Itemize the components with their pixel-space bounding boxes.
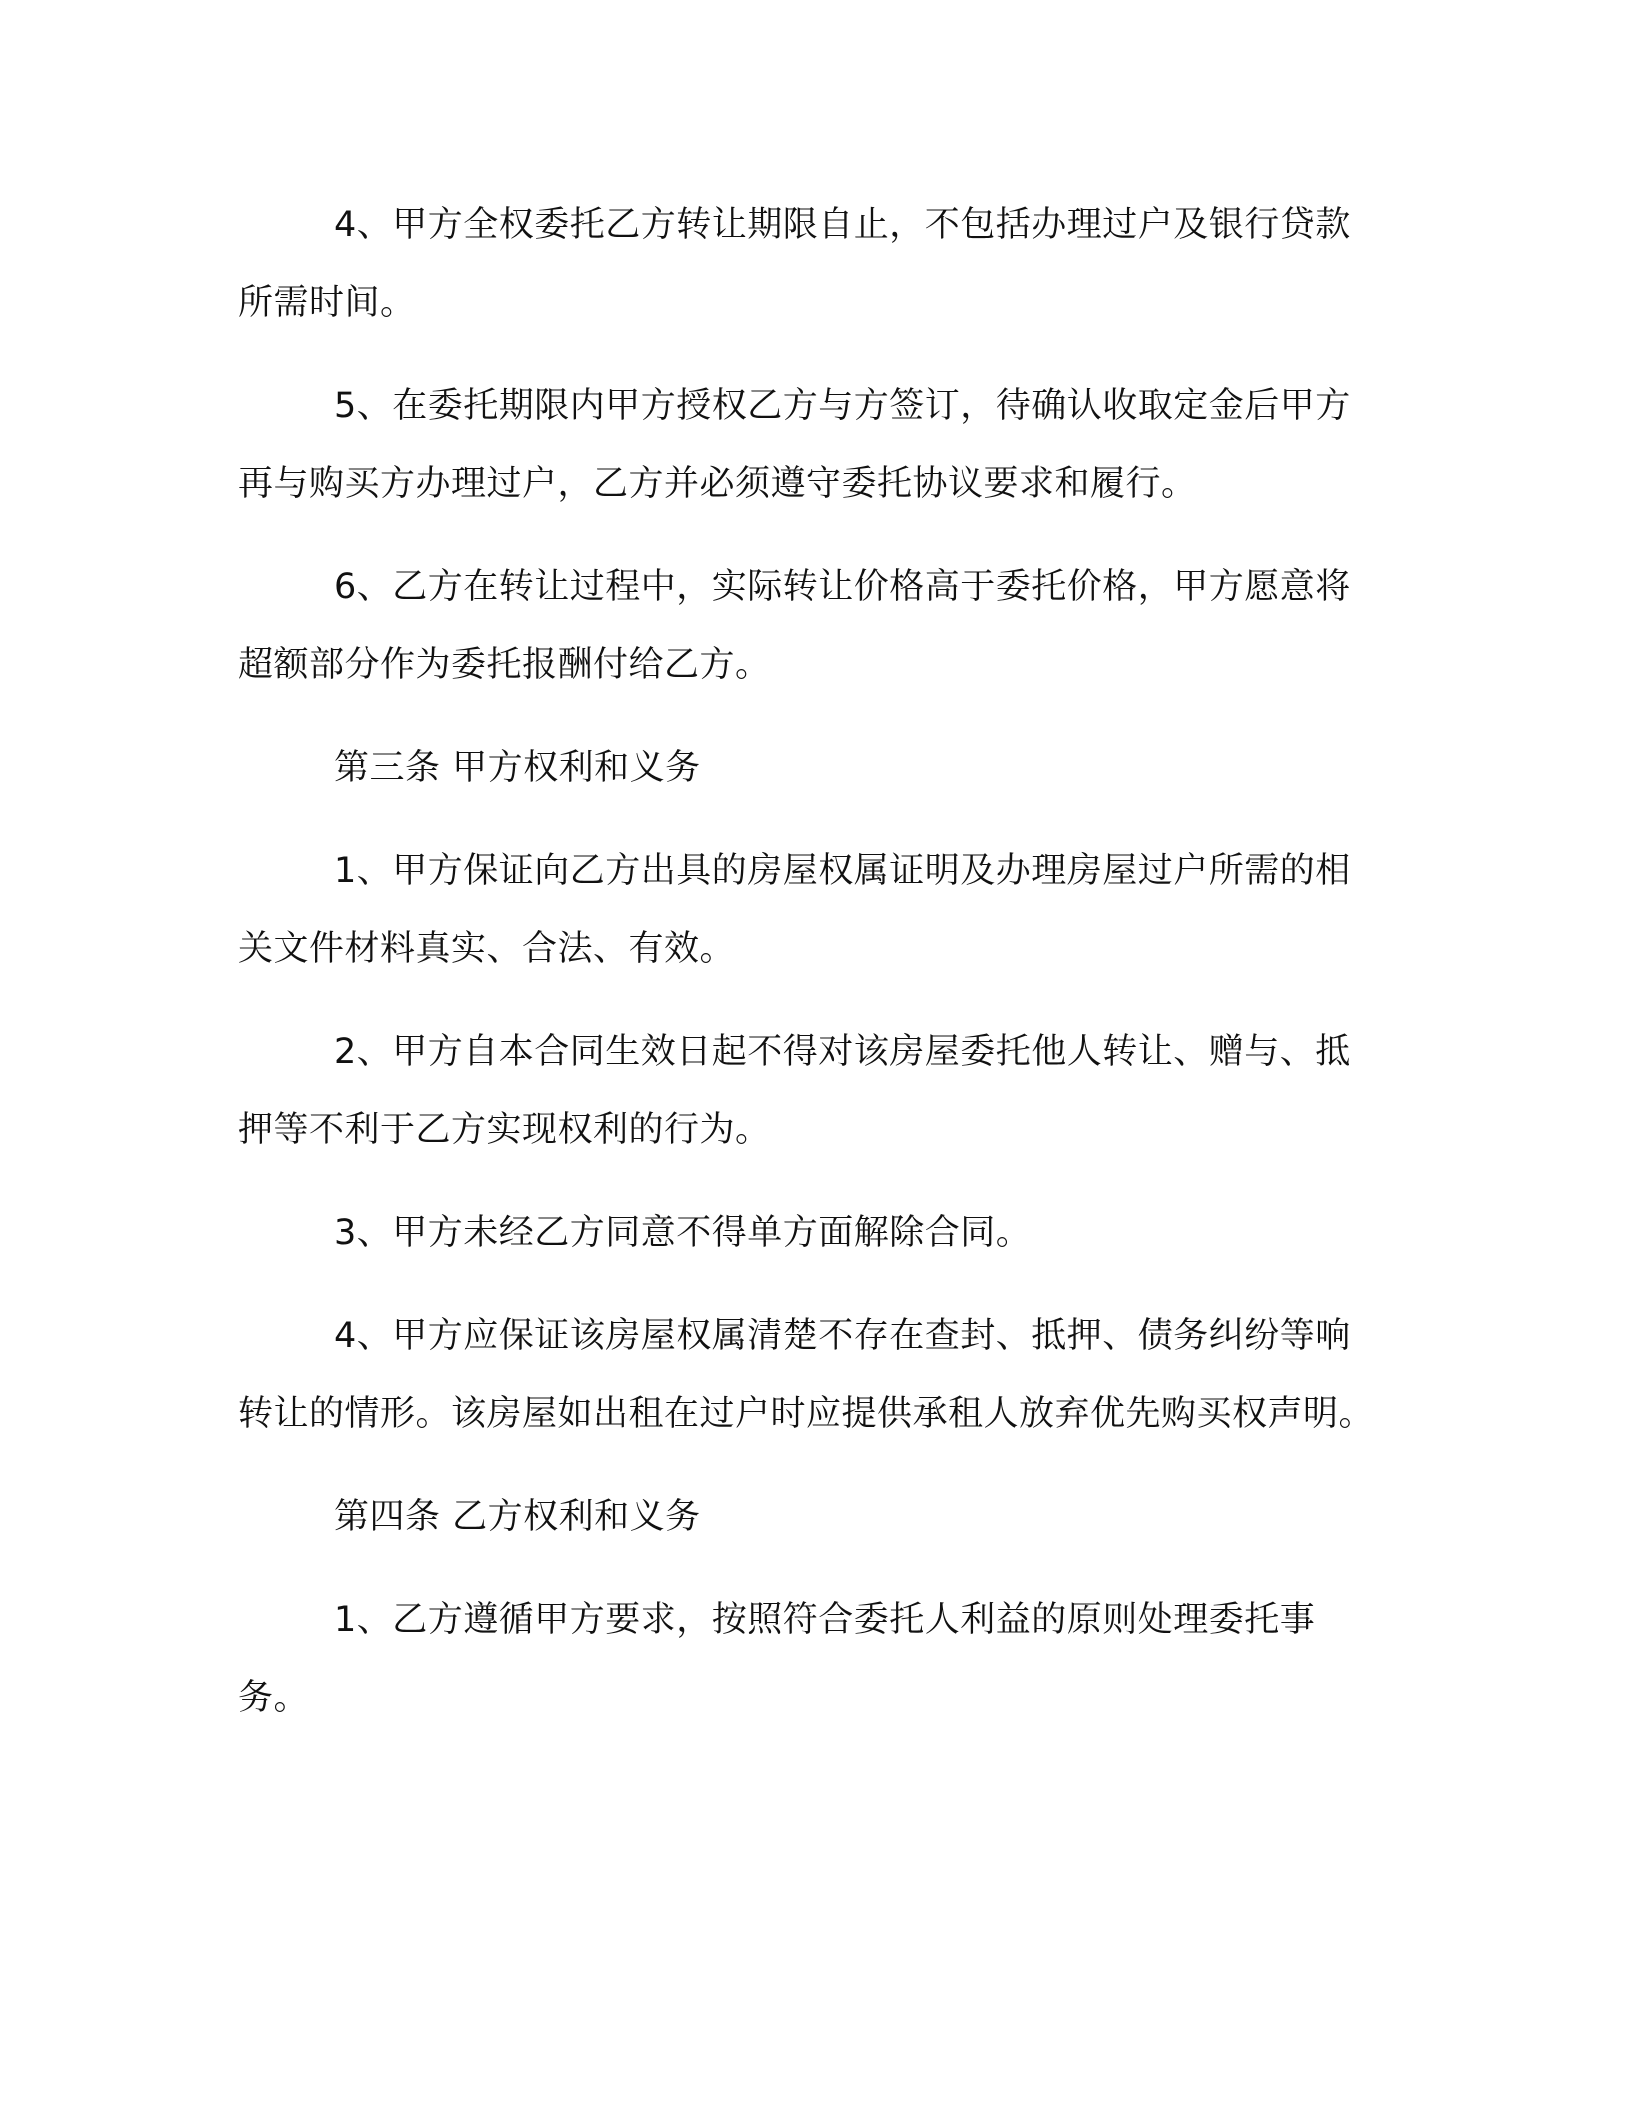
article-4-heading: 第四条 乙方权利和义务	[334, 1497, 701, 1537]
article-3-heading: 第三条 甲方权利和义务	[334, 748, 701, 788]
article-3-clause-4: 4、甲方应保证该房屋权属清楚不存在查封、抵押、债务纠纷等响转让的情形。该房屋如出租在过户时应提供承租人放弃优先购买权声明。	[238, 1316, 1375, 1434]
clause-6-excess-commission: 6、乙方在转让过程中，实际转让价格高于委托价格，甲方愿意将超额部分作为委托报酬付给乙方。	[238, 567, 1351, 685]
clause-5-signing-authorization: 5、在委托期限内甲方授权乙方与方签订，待确认收取定金后甲方再与购买方办理过户，乙方并必须遵守委托协议要求和履行。	[238, 386, 1351, 504]
article-3-clause-3: 3、甲方未经乙方同意不得单方面解除合同。	[334, 1213, 1032, 1253]
document-page	[238, 186, 1378, 1762]
article-3-clause-2: 2、甲方自本合同生效日起不得对该房屋委托他人转让、赠与、抵押等不利于乙方实现权利的行为。	[238, 1032, 1351, 1150]
clause-4-transfer-period: 4、甲方全权委托乙方转让期限自止，不包括办理过户及银行贷款所需时间。	[238, 205, 1351, 323]
article-4-clause-1: 1、乙方遵循甲方要求，按照符合委托人利益的原则处理委托事务。	[238, 1600, 1316, 1718]
article-3-clause-1: 1、甲方保证向乙方出具的房屋权属证明及办理房屋过户所需的相关文件材料真实、合法、有效。	[238, 851, 1351, 969]
